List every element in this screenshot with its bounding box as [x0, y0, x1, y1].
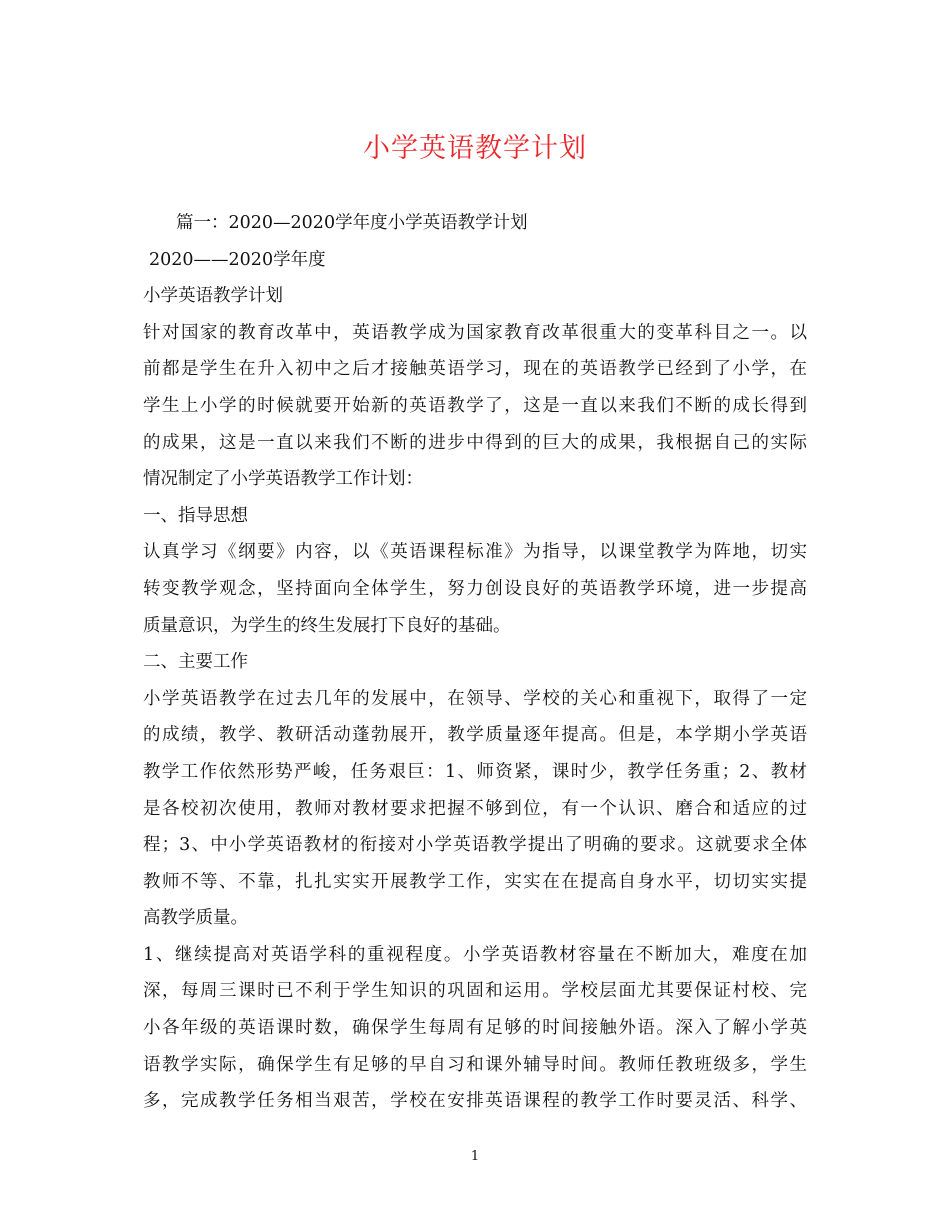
text-line: 教学工作依然形势严峻，任务艰巨：1、师资紧，课时少，教学任务重；2、教材 — [143, 761, 807, 782]
text-line: 小各年级的英语课时数，确保学生每周有足够的时间接触外语。深入了解小学英 — [143, 1018, 807, 1039]
text-line: 程；3、中小学英语教材的衔接对小学英语教学提出了明确的要求。这就要求全体 — [143, 835, 807, 856]
text-line: 前都是学生在升入初中之后才接触英语学习，现在的英语教学已经到了小学，在 — [143, 359, 807, 380]
text-line: 的成果，这是一直以来我们不断的进步中得到的巨大的成果，我根据自己的实际 — [143, 432, 807, 453]
text-line: 小学英语教学计划 — [143, 286, 283, 307]
text-line: 多，完成教学任务相当艰苦，学校在安排英语课程的教学工作时要灵活、科学、 — [143, 1091, 807, 1112]
page-number: 1 — [470, 1149, 480, 1164]
text-line: 情况制定了小学英语教学工作计划： — [143, 469, 423, 490]
text-line: 深，每周三课时已不利于学生知识的巩固和运用。学校层面尤其要保证村校、完 — [143, 981, 807, 1002]
text-line: 质量意识，为学生的终生发展打下良好的基础。 — [143, 615, 511, 636]
section-heading: 二、主要工作 — [143, 652, 248, 673]
text-line: 2020——2020学年度 — [149, 249, 326, 270]
document-title: 小学英语教学计划 — [363, 133, 587, 164]
text-line: 转变教学观念，坚持面向全体学生，努力创设良好的英语教学环境，进一步提高 — [143, 578, 807, 599]
text-line: 学生上小学的时候就要开始新的英语教学了，这是一直以来我们不断的成长得到 — [143, 395, 807, 416]
text-line: 认真学习《纲要》内容，以《英语课程标准》为指导，以课堂教学为阵地，切实 — [143, 542, 807, 563]
text-line: 1、继续提高对英语学科的重视程度。小学英语教材容量在不断加大，难度在加 — [143, 944, 807, 965]
text-line: 篇一：2020—2020学年度小学英语教学计划 — [176, 213, 528, 233]
text-line: 高教学质量。 — [143, 908, 248, 929]
section-heading: 一、指导思想 — [143, 505, 248, 526]
document-body — [143, 205, 807, 1120]
text-line: 教师不等、不靠，扎扎实实开展教学工作，实实在在提高自身水平，切切实实提 — [143, 871, 807, 892]
text-line: 针对国家的教育改革中，英语教学成为国家教育改革很重大的变革科目之一。以 — [143, 322, 807, 343]
text-line: 的成绩，教学、教研活动蓬勃展开，教学质量逐年提高。但是，本学期小学英语 — [143, 725, 807, 746]
text-line: 语教学实际，确保学生有足够的早自习和课外辅导时间。教师任教班级多，学生 — [143, 1054, 807, 1075]
text-line: 小学英语教学在过去几年的发展中，在领导、学校的关心和重视下，取得了一定 — [143, 688, 807, 709]
text-line: 是各校初次使用，教师对教材要求把握不够到位，有一个认识、磨合和适应的过 — [143, 798, 807, 819]
